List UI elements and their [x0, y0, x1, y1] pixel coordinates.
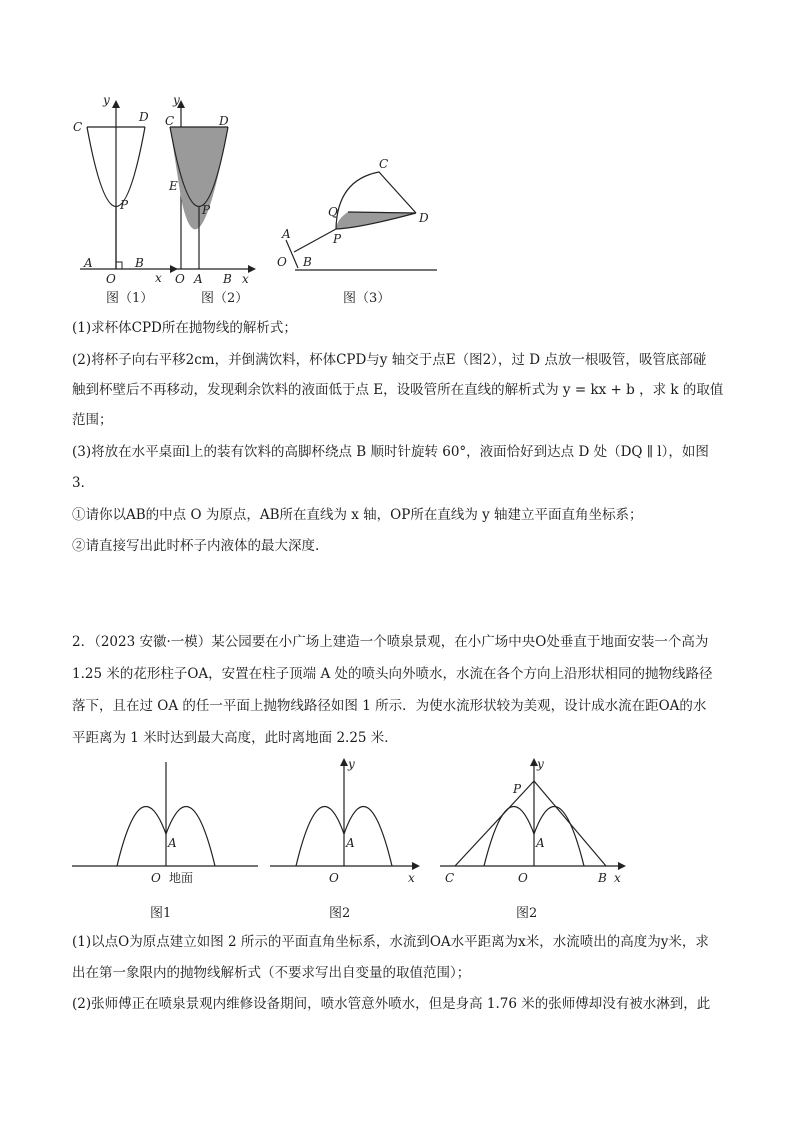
label-p: P: [120, 198, 129, 212]
label-x: x: [242, 272, 249, 286]
label-b: B: [135, 256, 144, 270]
label-y: y: [173, 93, 180, 107]
p1-question-1: (1)求杯体CPD所在抛物线的解析式；: [72, 320, 297, 336]
label-a: A: [346, 836, 355, 850]
p1-question-3-line-1: (3)将放在水平桌面l上的装有饮料的高脚杯绕点 B 顺时针旋转 60°，液面恰好到达点 D 处（DQ ∥ l），如图: [72, 444, 709, 460]
label-a: A: [84, 256, 93, 270]
figure-2: [162, 92, 258, 308]
label-d: D: [219, 114, 229, 128]
label-d: D: [139, 110, 149, 124]
figure-fountain-1: [70, 760, 260, 895]
p1-question-2-line-2: 触到杯壁后不再移动，发现剩余饮料的液面低于点 E，设吸管所在直线的解析式为 y = kx + b ，求 k 的取值: [72, 382, 724, 398]
p2-stem-line-4: 平距离为 1 米时达到最大高度，此时离地面 2.25 米．: [72, 730, 398, 746]
label-q: Q: [328, 205, 338, 219]
figure-3-caption: 图（3）: [343, 291, 391, 306]
label-p: P: [202, 203, 211, 217]
label-o: O: [329, 871, 339, 885]
label-a: A: [194, 272, 203, 286]
p1-question-2-line-3: 范围；: [72, 412, 113, 428]
label-d: D: [419, 211, 429, 225]
label-o: O: [277, 255, 287, 269]
p1-question-3-part-b: ②请直接写出此时杯子内液体的最大深度.: [72, 538, 320, 554]
p2-stem-line-3: 落下，且在过 OA 的任一平面上抛物线路径如图 1 所示．为使水流形状较为美观，设计成水流在距OA的水: [72, 698, 707, 714]
label-e: E: [169, 179, 178, 193]
label-b: B: [223, 272, 232, 286]
label-p: P: [513, 782, 522, 796]
p2-question-2-line-1: (2)张师傅正在喷泉景观内维修设备期间，喷水管意外喷水，但是身高 1.76 米的张师傅却没有被水淋到，此: [72, 996, 711, 1012]
label-a: A: [282, 227, 291, 241]
label-x: x: [155, 271, 162, 285]
p2-question-1-line-1: (1)以点O为原点建立如图 2 所示的平面直角坐标系，水流到OA水平距离为x米，水流喷出的高度为y米，求: [72, 934, 709, 950]
p1-question-2-line-1: (2)将杯子向右平移2cm，并倒满饮料，杯体CPD与y 轴交于点E（图2），过 D 点放一根吸管，吸管底部碰: [72, 352, 707, 368]
p2-stem-line-1: 2．（2023 安徽·一模）某公园要在小广场上建造一个喷泉景观，在小广场中央O处垂直于地面安装一个高为: [72, 634, 709, 650]
label-o: O: [151, 871, 161, 885]
label-ground: 地面: [169, 871, 194, 885]
label-a: A: [168, 836, 177, 850]
p1-question-3-part-a: ①请你以AB的中点 O 为原点，AB所在直线为 x 轴，OP所在直线为 y 轴建立平面直角坐标系；: [72, 507, 643, 523]
label-o: O: [106, 272, 116, 286]
label-c: C: [445, 871, 455, 885]
label-c: C: [379, 157, 389, 171]
figure-1: [75, 92, 175, 308]
p1-question-3-line-2: 3．: [72, 475, 95, 491]
label-p: P: [333, 232, 342, 246]
label-c: C: [73, 120, 83, 134]
label-y: y: [537, 757, 544, 771]
figure-fountain-2: [265, 752, 430, 892]
figure-2-caption: 图（2）: [201, 291, 249, 306]
figure-3: [272, 150, 442, 278]
label-x: x: [614, 871, 621, 885]
figure-1-caption: 图（1）: [106, 291, 154, 306]
label-o: O: [175, 272, 185, 286]
label-y: y: [103, 93, 110, 107]
p2-stem-line-2: 1.25 米的花形柱子OA，安置在柱子顶端 A 处的喷头向外喷水，水流在各个方向上沿形状相同的抛物线路径: [72, 666, 713, 682]
label-o: O: [518, 871, 528, 885]
label-b: B: [598, 871, 607, 885]
figure-fountain-3: [432, 752, 632, 892]
figure-fountain-1-caption: 图1: [150, 906, 172, 921]
label-y: y: [348, 757, 355, 771]
label-b: B: [303, 255, 312, 269]
figure-fountain-3-caption: 图2: [516, 906, 538, 921]
label-a: A: [536, 836, 545, 850]
label-x: x: [408, 871, 415, 885]
p2-question-1-line-2: 出在第一象限内的抛物线解析式（不要求写出自变量的取值范围）；: [72, 965, 471, 981]
figure-fountain-2-caption: 图2: [329, 906, 351, 921]
label-c: C: [165, 114, 175, 128]
